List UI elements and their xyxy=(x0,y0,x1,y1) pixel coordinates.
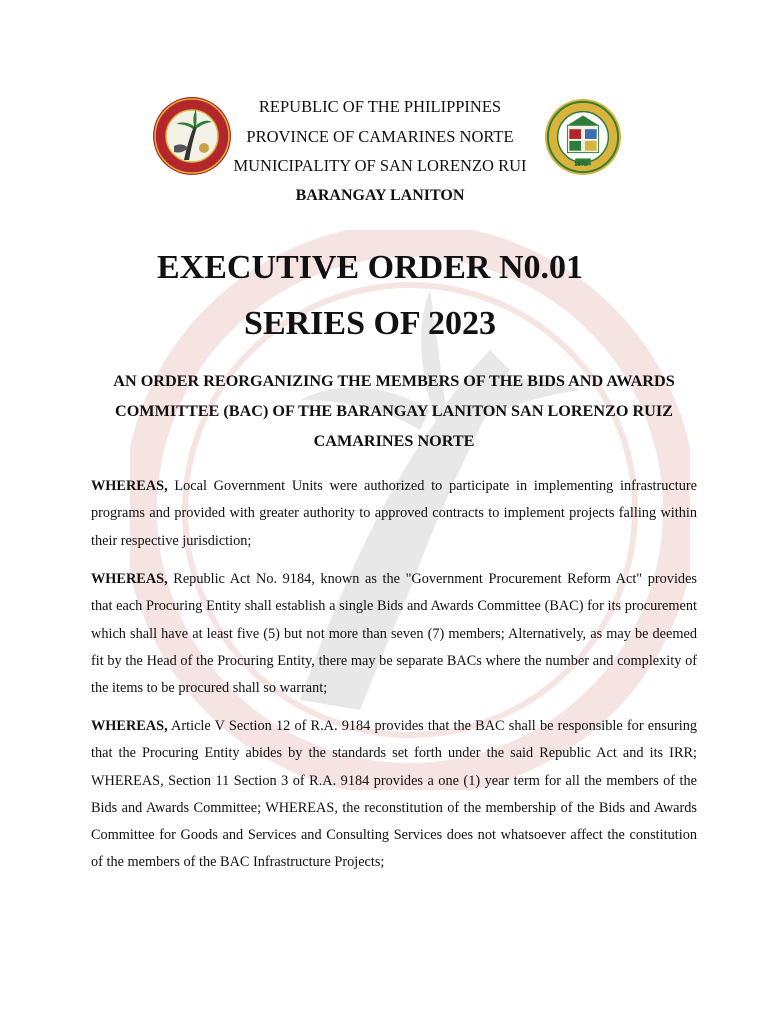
executive-order-title: EXECUTIVE ORDER N0.01 xyxy=(157,249,583,286)
header-republic: REPUBLIC OF THE PHILIPPINES xyxy=(258,97,502,116)
header-municipality: MUNICIPALITY OF SAN LORENZO RUI xyxy=(233,156,527,175)
document-header xyxy=(210,92,550,210)
whereas-paragraph xyxy=(91,713,697,877)
header-barangay: BARANGAY LANITON xyxy=(295,186,465,204)
header-province: PROVINCE OF CAMARINES NORTE xyxy=(246,126,514,146)
series-title: SERIES OF 2023 xyxy=(244,305,496,342)
whereas-lead: WHEREAS, xyxy=(91,571,168,587)
paragraph-text: Local Government Units were authorized to participate in implementing infrastructure programs and provided with greater authority to approved contracts to implement projects falling within their respective jurisdiction; xyxy=(91,478,697,549)
whereas-paragraph xyxy=(91,566,697,702)
whereas-lead: WHEREAS, xyxy=(91,718,168,734)
whereas-lead: WHEREAS, xyxy=(91,478,168,494)
paragraph-text: Republic Act No. 9184, known as the "Government Procurement Reform Act" provides that each Procuring Entity shall establish a single Bids and Awards Committee (BAC) for its procurement which shall have at least five (5) but not more than seven (7) members; Alternatively, as may be deemed fit by the Head of the Procuring Entity, there may be separate BACs where the number and complexity of the items to be procured shall so warrant; xyxy=(91,571,697,697)
whereas-paragraph xyxy=(91,473,697,555)
seal-year: 1972 xyxy=(574,162,588,168)
order-subject: AN ORDER REORGANIZING THE MEMBERS OF THE BIDS AND AWARDS COMMITTEE (BAC) OF THE BARANGAY LANITON SAN LORENZO RUIZ CAMARINES NORTE xyxy=(113,372,675,450)
paragraph-text: Article V Section 12 of R.A. 9184 provides that the BAC shall be responsible for ensuring that the Procuring Entity abides by the standards set forth under the said Republic Act and its IRR; WHEREAS, Section 11 Section 3 of R.A. 9184 provides a one (1) year term for all the members of the Bids and Awards Committee; WHEREAS, the reconstitution of the membership of the Bids and Awards Committee for Goods and Services and Consulting Services does not whatsoever affect the constitution of the members of the BAC Infrastructure Projects; xyxy=(91,718,697,871)
